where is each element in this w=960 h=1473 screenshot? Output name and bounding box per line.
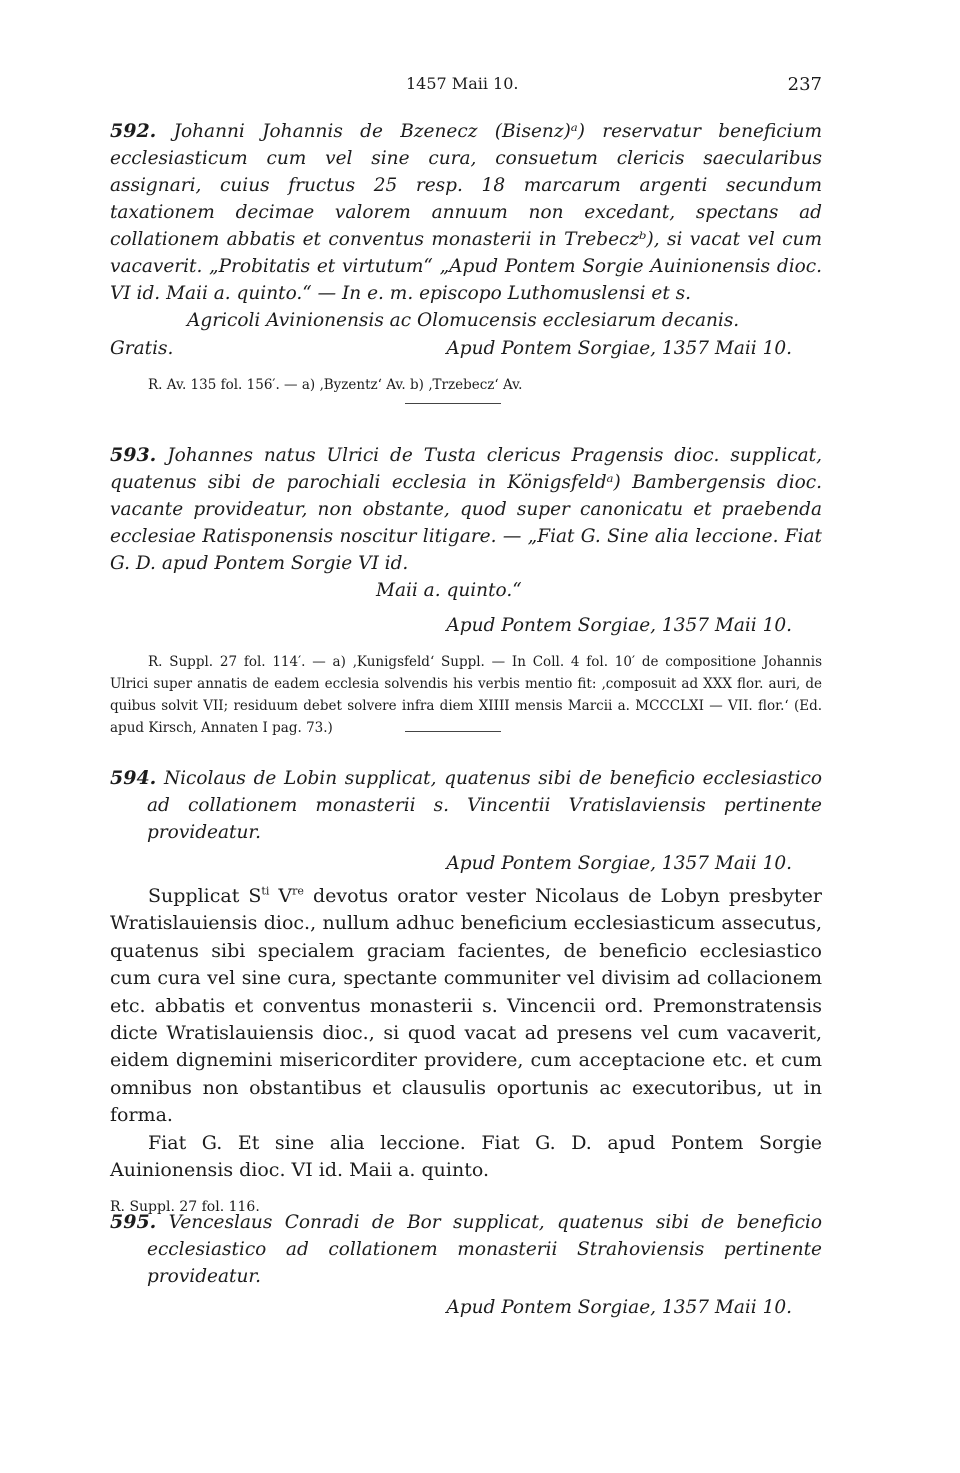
entry-593-summary bbox=[110, 442, 822, 604]
entry-593-summary-tail: Maii a. quinto.“ bbox=[376, 580, 522, 601]
entry-594-sup-2: re bbox=[292, 884, 304, 898]
entry-594-footnote: R. Suppl. 27 fol. 116. bbox=[110, 1199, 260, 1216]
entry-595-number: 595. bbox=[110, 1211, 157, 1233]
entry-595 bbox=[110, 1209, 822, 1321]
entry-594 bbox=[110, 765, 822, 1218]
entry-595-date: Apud Pontem Sorgiae, 1357 Maii 10. bbox=[446, 1297, 792, 1318]
entry-592-dateline bbox=[110, 338, 822, 368]
entry-592 bbox=[110, 118, 822, 396]
entry-594-date: Apud Pontem Sorgiae, 1357 Maii 10. bbox=[446, 853, 792, 874]
entry-593-date: Apud Pontem Sorgiae, 1357 Maii 10. bbox=[446, 615, 792, 636]
entry-594-body bbox=[110, 883, 822, 1130]
entry-594-body-text: devotus orator vester Nicolaus de Lobyn presbyter Wratislauiensis dioc., nullum adhuc beneficium ecclesiasticum assecutus, quatenus sibi specialem graciam facientes, de beneficio ecclesiastico cum cura vel sine cura, spectante communiter vel divisim ad collacionem etc. abbatis et conventus monasterii s. Vincencii ord. Premonstratensis dicte Wratislauiensis dioc., si quod vacat ad presens vel cum vacaverit, eidem dignemini misericorditer providere, cum acceptacione etc. et cum omnibus non obstantibus et clausulis oportunis ac executoribus, ut in forma. bbox=[110, 885, 823, 1127]
separator-rule bbox=[405, 731, 501, 732]
entry-593 bbox=[110, 442, 822, 739]
entry-594-body-2: Fiat G. Et sine alia leccione. Fiat G. D. apud Pontem Sorgie Auinionensis dioc. VI id. Maii a. quinto. bbox=[110, 1131, 822, 1182]
entry-592-date: Apud Pontem Sorgiae, 1357 Maii 10. bbox=[446, 338, 792, 359]
entry-592-summary-text: Johanni Johannis de Bzenecz (Bisenz)ᵃ) reservatur beneficium ecclesiasticum cum vel sine cura, consuetum clericis saecularibus assignari, cuius fructus 25 resp. 18 marcarum argenti secundum taxationem decimae valorem annuum non excedant, spectans ad collationem abbatis et conventus monasterii in Trebeczᵇ), si vacat vel cum vacaverit. „Probitatis et virtutum“ „Apud Pontem Sorgie Auinionensis dioc. VI id. Maii a. quinto.“ — In e. m. episcopo Luthomuslensi et s. bbox=[110, 121, 823, 304]
entry-593-number: 593. bbox=[110, 444, 157, 466]
entry-595-summary bbox=[110, 1209, 822, 1290]
header-date: 1457 Maii 10. bbox=[406, 74, 519, 93]
entry-594-summary-text: Nicolaus de Lobin supplicat, quatenus sibi de beneficio ecclesiastico ad collationem monasterii s. Vincentii Vratislaviensis pertinente provideatur. bbox=[147, 768, 822, 843]
entry-592-summary bbox=[110, 118, 822, 334]
page-number: 237 bbox=[787, 74, 822, 95]
entry-593-summary-text: Johannes natus Ulrici de Tusta clericus Pragensis dioc. supplicat, quatenus sibi de parochiali ecclesia in Königsfeldᵃ) Bambergensis dioc. vacante provideatur, non obstante, quod super canonicatu et praebenda ecclesiae Ratisponensis noscitur litigare. — „Fiat G. Sine alia leccione. Fiat G. D. apud Pontem Sorgie VI id. bbox=[110, 445, 822, 574]
entry-594-sup-1: ti bbox=[261, 884, 270, 898]
entry-594-number: 594. bbox=[110, 767, 157, 789]
entry-595-summary-text: Venceslaus Conradi de Bor supplicat, quatenus sibi de beneficio ecclesiastico ad collationem monasterii Strahoviensis pertinente provideatur. bbox=[147, 1212, 822, 1287]
entry-594-body-start: Supplicat S bbox=[148, 885, 262, 907]
separator-rule bbox=[405, 403, 501, 404]
entry-592-footnote: R. Av. 135 fol. 156′. — a) ‚Byzentz‘ Av. b) ‚Trzebecz‘ Av. bbox=[148, 377, 523, 393]
entry-592-gratis: Gratis. bbox=[110, 338, 174, 359]
entry-592-summary-tail: Agricoli Avinionensis ac Olomucensis ecclesiarum decanis. bbox=[187, 310, 740, 331]
entry-593-footnote: R. Suppl. 27 fol. 114′. — a) ‚Kunigsfeld‘ Suppl. — In Coll. 4 fol. 10′ de compositione Johannis Ulrici super annatis de eadem ecclesia solvendis his verbis mentio fit: ‚composuit ad XXX flor. auri, de quibus solvit VII; residuum debet solvere infra diem XIIII mensis Marcii a. MCCCLXI — VII. flor.‘ (Ed. apud Kirsch, Annaten I pag. 73.) bbox=[110, 654, 822, 736]
entry-592-number: 592. bbox=[110, 120, 157, 142]
entry-594-summary bbox=[110, 765, 822, 846]
entry-594-body-mid: V bbox=[269, 885, 293, 907]
running-header bbox=[110, 74, 822, 98]
